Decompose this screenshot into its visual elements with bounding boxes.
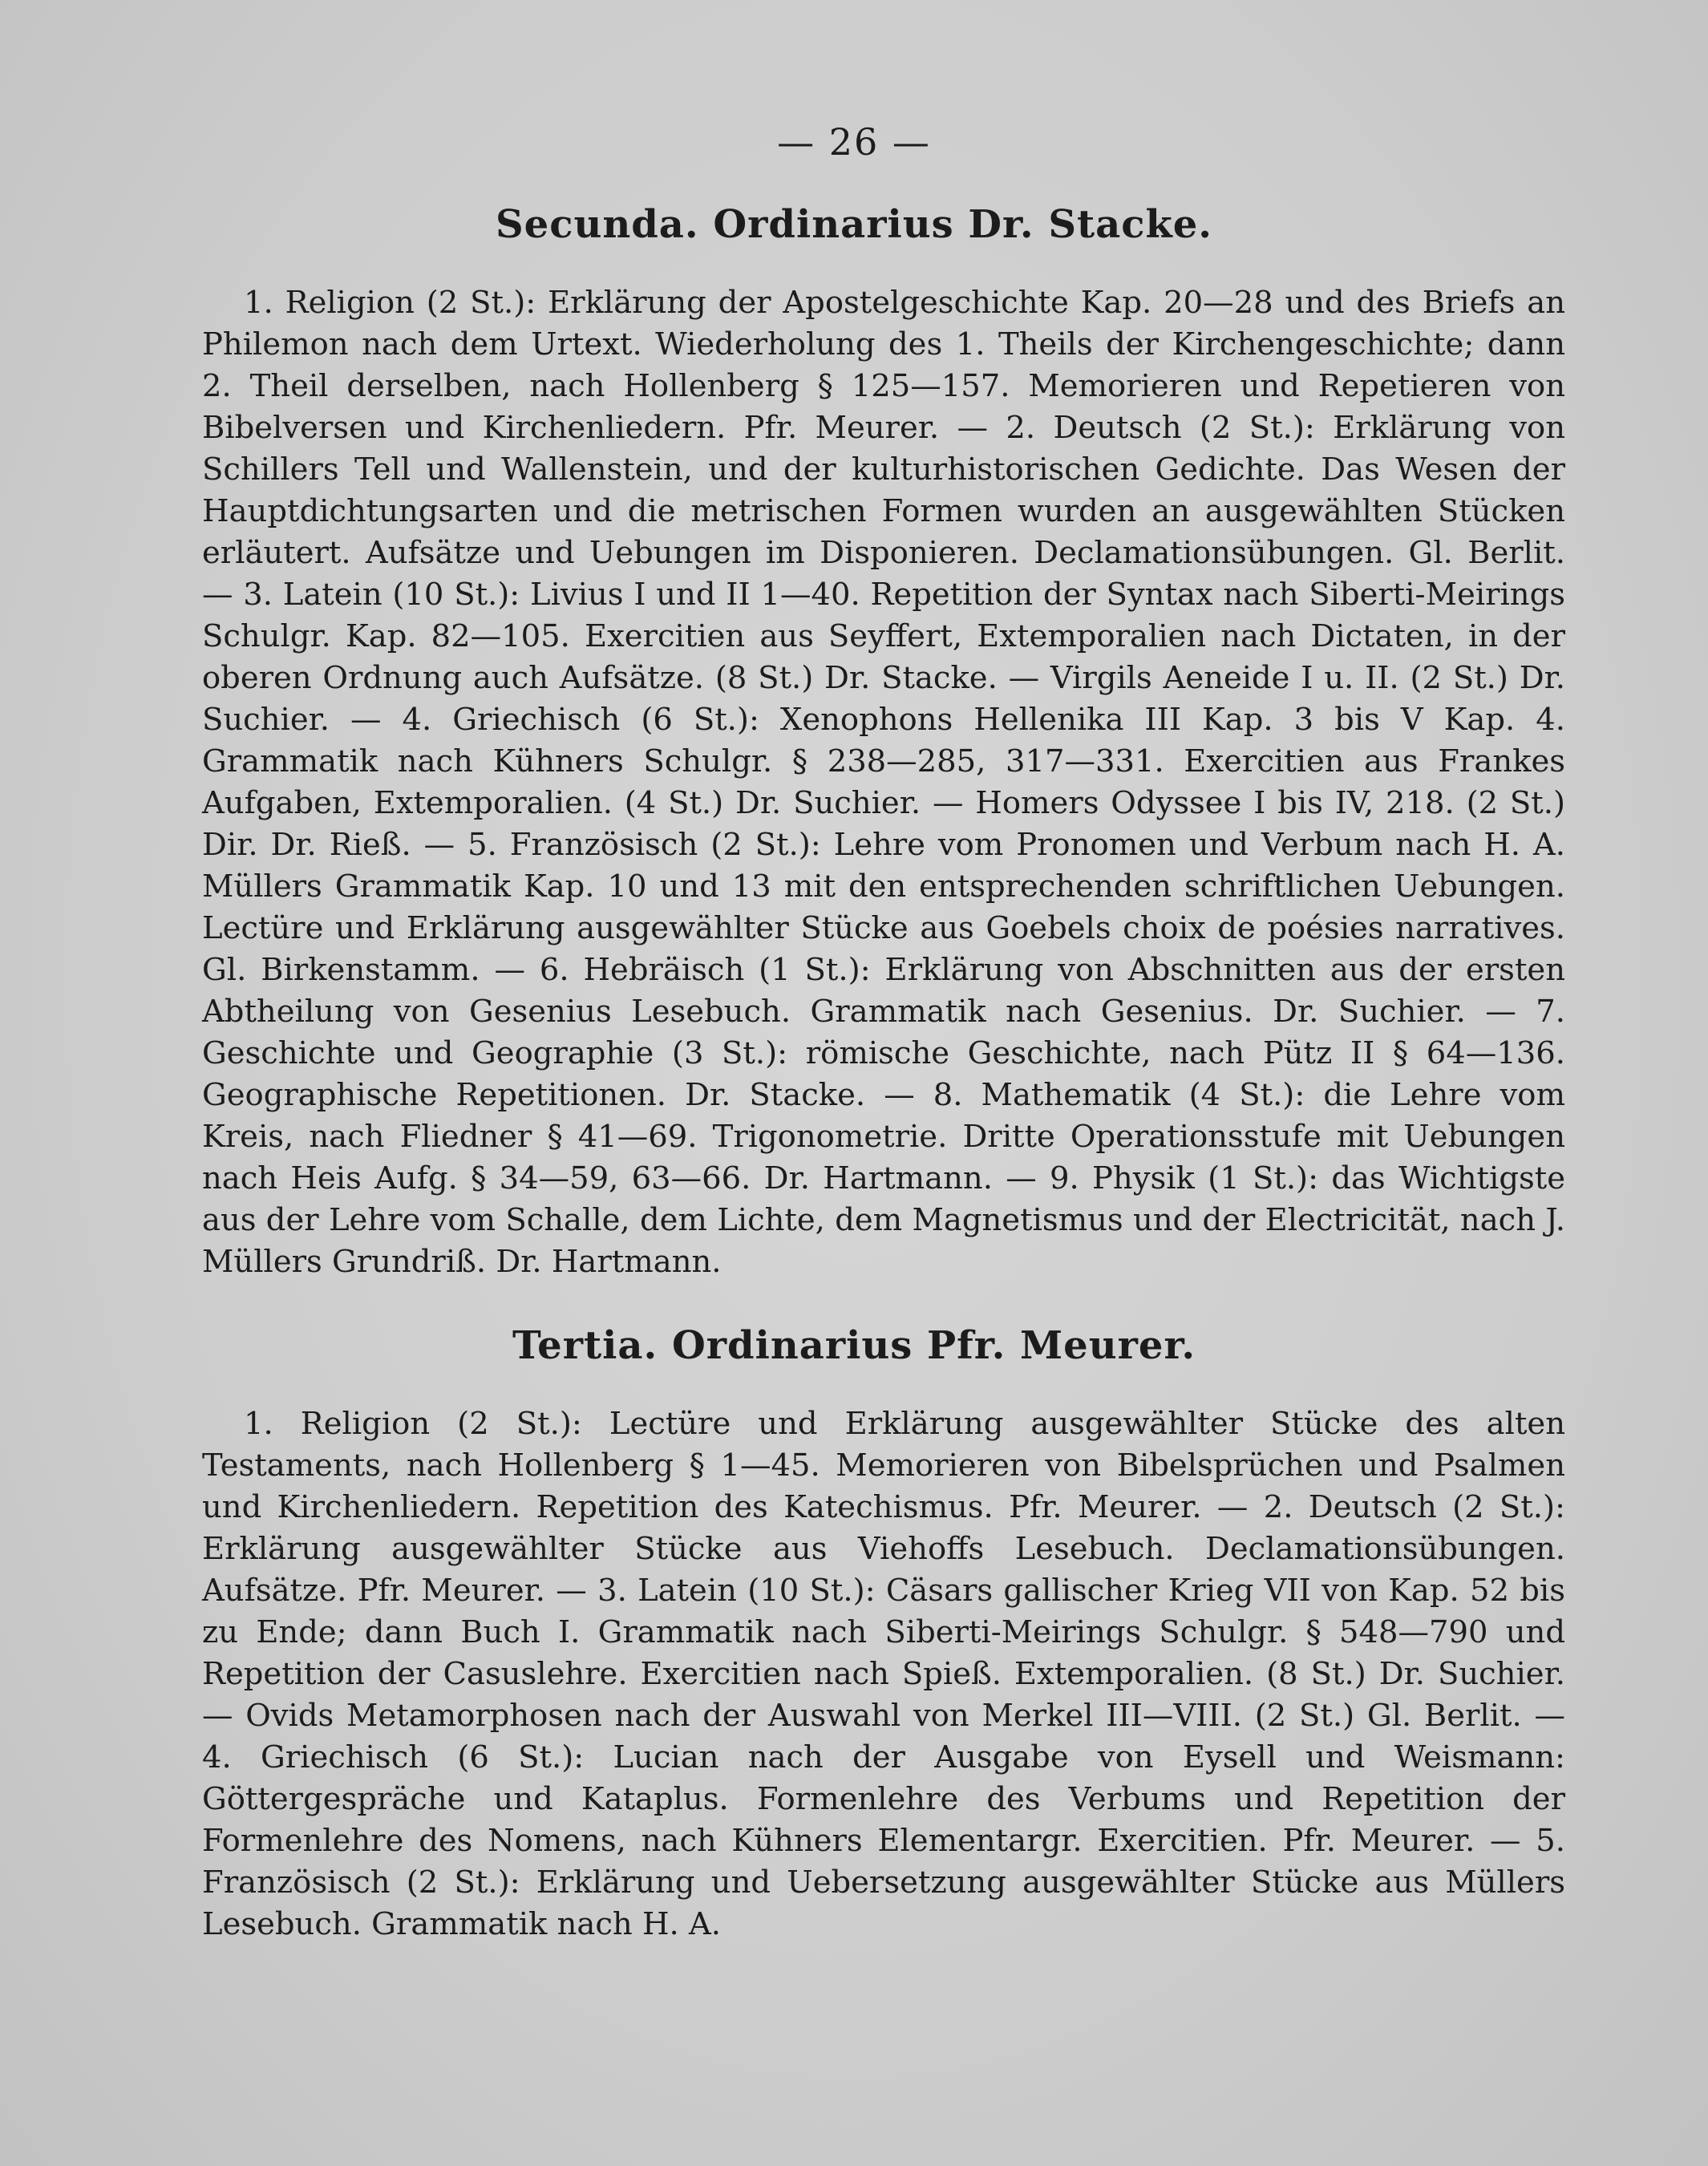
page-number: — 26 — (777, 120, 931, 164)
section-text-secunda: 1. Religion (2 St.): Erklärung der Apostelgeschichte Kap. 20—28 und des Briefs an Philemon nach dem Urtext. Wiederholung des 1. Theils der Kirchengeschichte; dann 2. Theil derselben, nach Hollenberg § 125—157. Memorieren und Repetieren von Bibelversen und Kirchenliedern. Pfr. Meurer. — 2. Deutsch (2 St.): Erklärung von Schillers Tell und Wallenstein, und der kulturhistorischen Gedichte. Das Wesen der Hauptdichtungsarten und die metrischen Formen wurden an ausgewählten Stücken erläutert. Aufsätze und Uebungen im Disponieren. Declamationsübungen. Gl. Berlit. — 3. Latein (10 St.): Livius I und II 1—40. Repetition der Syntax nach Siberti-Meirings Schulgr. Kap. 82—105. Exercitien aus Seyffert, Extemporalien nach Dictaten, in der oberen Ordnung auch Aufsätze. (8 St.) Dr. Stacke. — Virgils Aeneide I u. II. (2 St.) Dr. Suchier. — 4. Griechisch (6 St.): Xenophons Hellenika III Kap. 3 bis V Kap. 4. Grammatik nach Kühners Schulgr. § 238—285, 317—331. Exercitien aus Frankes Aufgaben, Extemporalien. (4 St.) Dr. Suchier. — Homers Odyssee I bis IV, 218. (2 St.) Dir. Dr. Rieß. — 5. Französisch (2 St.): Lehre vom Pronomen und Verbum nach H. A. Müllers Grammatik Kap. 10 und 13 mit den entsprechenden schriftlichen Uebungen. Lectüre und Erklärung ausgewählter Stücke aus Goebels choix de poésies narratives. Gl. Birkenstamm. — 6. Hebräisch (1 St.): Erklärung von Abschnitten aus der ersten Abtheilung von Gesenius Lesebuch. Grammatik nach Gesenius. Dr. Suchier. — 7. Geschichte und Geographie (3 St.): römische Geschichte, nach Pütz II § 64—136. Geographische Repetitionen. Dr. Stacke. — 8. Mathematik (4 St.): die Lehre vom Kreis, nach Fliedner § 41—69. Trigonometrie. Dritte Operationsstufe mit Uebungen nach Heis Aufg. § 34—59, 63—66. Dr. Hartmann. — 9. Physik (1 St.): das Wichtigste aus der Lehre vom Schalle, dem Lichte, dem Magnetismus und der Electricität, nach J. Müllers Grundriß. Dr. Hartmann. (202, 285, 1565, 1280)
section-heading-secunda: Secunda. Ordinarius Dr. Stacke. (496, 202, 1212, 247)
section-text-tertia: 1. Religion (2 St.): Lectüre und Erklärung ausgewählter Stücke des alten Testaments, nach Hollenberg § 1—45. Memorieren von Bibelsprüchen und Psalmen und Kirchenliedern. Repetition des Katechismus. Pfr. Meurer. — 2. Deutsch (2 St.): Erklärung ausgewählter Stücke aus Viehoffs Lesebuch. Declamationsübungen. Aufsätze. Pfr. Meurer. — 3. Latein (10 St.): Cäsars gallischer Krieg VII von Kap. 52 bis zu Ende; dann Buch I. Grammatik nach Siberti-Meirings Schulgr. § 548—790 und Repetition der Casuslehre. Exercitien nach Spieß. Extemporalien. (8 St.) Dr. Suchier. — Ovids Metamorphosen nach der Auswahl von Merkel III—VIII. (2 St.) Gl. Berlit. — 4. Griechisch (6 St.): Lucian nach der Ausgabe von Eysell und Weismann: Göttergespräche und Kataplus. Formenlehre des Verbums und Repetition der Formenlehre des Nomens, nach Kühners Elementargr. Exercitien. Pfr. Meurer. — 5. Französisch (2 St.): Erklärung und Uebersetzung ausgewählter Stücke aus Müllers Lesebuch. Grammatik nach H. A. (202, 1406, 1565, 1942)
section-heading-tertia: Tertia. Ordinarius Pfr. Meurer. (512, 1323, 1196, 1368)
